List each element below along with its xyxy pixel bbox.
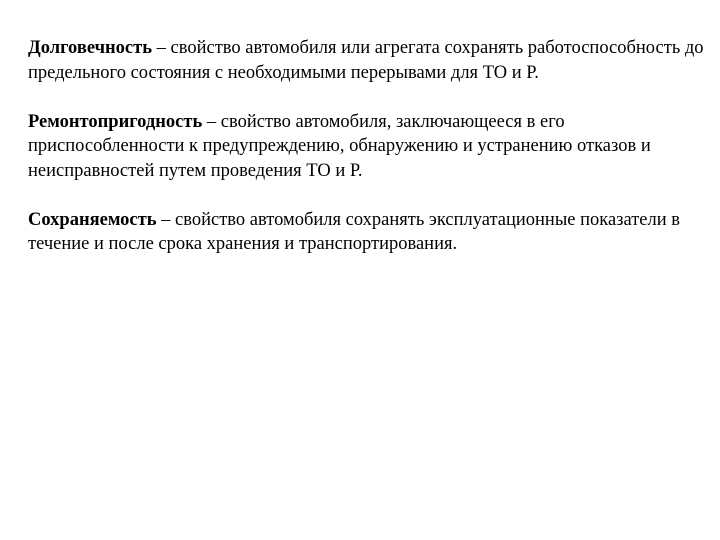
definition-storability [28,208,712,257]
term-maintainability: Ремонтопригодность [28,111,203,132]
definition-durability-text: – свойство автомобиля или агрегата сохранять работоспособность до предельного состояния с необходимыми перерывами для ТО и Р. [28,38,704,83]
term-durability: Долговечность [28,38,153,58]
definition-maintainability-text: – свойство автомобиля, заключающееся в его приспособленности к предупреждению, обнаружению и устранению отказов и неисправностей путем проведения ТО и Р. [28,111,651,181]
term-storability: Сохраняемость [28,209,157,230]
definition-maintainability [28,110,712,184]
definitions-block [28,36,712,281]
definition-durability [28,36,712,85]
definition-storability-text: – свойство автомобиля сохранять эксплуатационные показатели в течение и после срока хранения и транспортирования. [28,209,680,254]
